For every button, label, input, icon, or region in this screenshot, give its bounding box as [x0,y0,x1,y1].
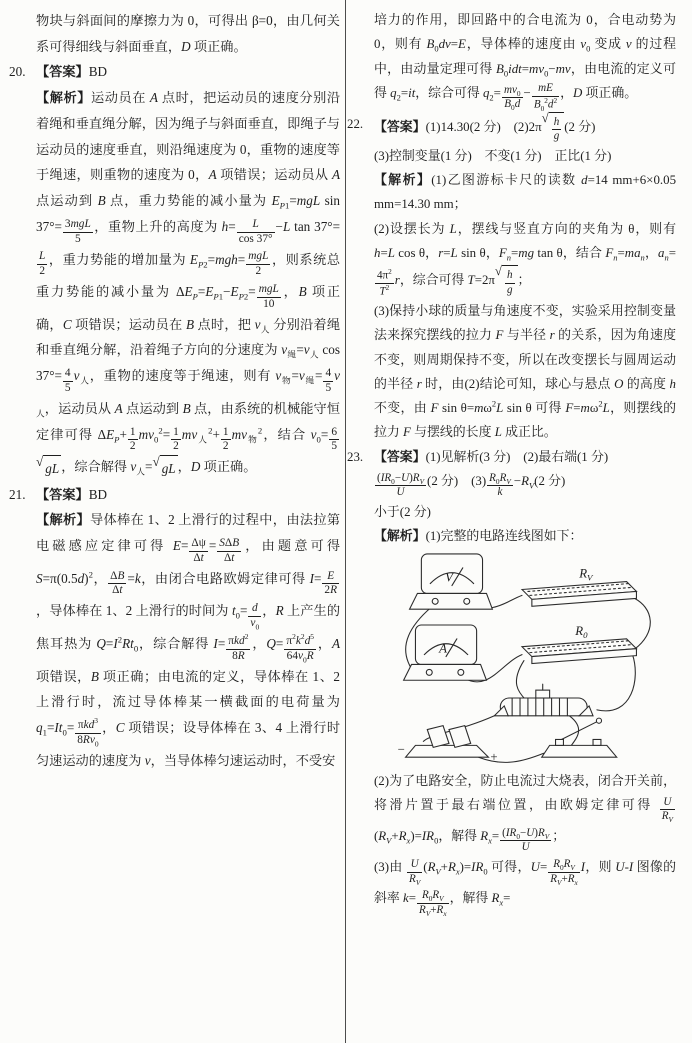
question-23-answer-line3: 小于(2 分) [374,505,431,519]
continuation-paragraph: 物块与斜面间的摩擦力为 0，可得出 β=0，由几何关系可得细线与斜面垂直，D 项正确。 [36,13,340,54]
question-23-number: 23. [347,449,364,464]
ammeter [404,625,487,680]
question-21-analysis: 【解析】导体棒在 1、2 上滑行的过程中，由法拉第电磁感应定律可得 E= $\frac{\Delta\psi}{\Delta t}$ = $\frac{\text{SΔB}}{\Delta t}$ ，由题意可得 $S=\pi(0.5d)^2$， $\frac{\Delta B}{\Delta t}$ =k，由闭合电路欧姆定律可得 I= $\frac{E}{2R}$ ，导体棒在 1、2 上滑行的时间为 $t_0=$ $\frac{d}{v_0}$ ，R 上产生的焦耳热为 $Q=I^2Rt_0$，综合解得 I= $\frac{\pi kd^2}{8R}$ ，Q= $\frac{\pi^2k^2d^5}{64v_0R}$ ，A 项错误，B 项正确；由电流的定义，导体棒在 1、2 上滑行时，流过导体棒某一横截面的电荷量为 $q_1=It_0=$ $\frac{\pi kd^3}{8Rv_0}$ ，C 项错误；设导体棒在 3、4 上滑行时匀速运动的速度为 v，当导体棒匀速运动时，不受安 [36,512,341,768]
resistance-box-r0-label: $R_0$ [575,623,588,640]
question-22 [347,110,677,445]
question-20-answer: 【答案】BD [36,64,108,80]
question-20-number: 20. [9,64,26,80]
column-divider [345,0,346,1043]
ammeter-label: A [439,641,447,656]
question-20 [9,59,341,481]
question-20-analysis: 【解析】运动员在 A 点时，把运动员的速度分别沿着绳和垂直绳分解，因为绳子与斜面垂直，即绳子与运动员的速度垂直，则沿绳速度为 0，重物的速度等于绳速，则重物的速度为 0，A 项错误；运动员从 A 点运动到 B 点，重力势能的减小量为 $E_{P1}=mgL$ sin 37°= $\frac{\text{3mgL}}{5}$ ，重物上升的高度为 h= $\frac{L}{\cos 37^\circ}$ −L tan 37°= $\frac{L}{2}$ ，重力势能的增加量为 $E_{P2}=mgh=$ $\frac{\text{mgL}}{2}$ ，则系统总重力势能的减小量为 $\Delta E_P=E_{P1}-E_{P2}=$ $\frac{\text{mgL}}{10}$ ，B 项正确，C 项错误；运动员在 B 点时，把 $v_人$ 分别沿着绳和垂直绳分解，沿着绳子方向的分速度为 $v_绳=v_人$ cos 37°= $\frac{4}{5}$ $v_人$，重物的速度等于绳速，则有 $v_物=v_绳=$ $\frac{4}{5}$ $v_人$，运动员从 A 点运动到 B 点，由系统的机械能守恒定律可得 $\Delta E_P+$ $\frac{1}{2}$ $mv_0^2=$ $\frac{1}{2}$ $mv_人^2+$ $\frac{1}{2}$ $mv_物^2$，结合 $v_0=$ $\frac{6}{5}$ √ gL ，综合解得 $v_人=$ √ gL ，D 项正确。 [36,85,340,481]
question-22-number: 22. [347,116,364,131]
rheostat [494,684,593,716]
resistance-box-rv [522,566,636,606]
continuation-paragraph-right: 培力的作用，即回路中的合电流为 0，合电动势为 0，则有 $B_0dv=E$，导体棒的速度由 $v_0$ 变成 v 的过程中，由动量定理可得 $B_0idt=mv_0-mv$，由电流的定义可得 $q_2=it$，综合可得 $q_2=$ $\frac{mv_0}{B_0d}$ − $\frac{mE}{B_0^2d^2}$ ，D 项正确。 [374,13,676,113]
voltmeter-label: V [445,570,453,585]
question-22-analysis-3: (3)保持小球的质量与角速度不变，实验采用控制变量法来探究摆线的拉力 F 与半径 r 的关系，因为角速度不变，则周期保持不变，所以在改变摆长与圆周运动的半径 r 时，由(2)结论可知，球心与悬点 O 的高度 h 不变，由 F $\sin \theta=m\omega^2L$ sin θ 可得 $F=m\omega^2L$，则摆线的拉力 F 与摆线的长度 L 成正比。 [374,304,676,440]
question-23-analysis-2: (2)为了电路安全，防止电流过大烧表，闭合开关前，将滑片置于最右端位置，由欧姆定律可得 $\frac{U}{R_V}$ $(R_V+R_x)=IR_0$，解得 $R_x=$ $\frac{(IR_0-U)R_V}{U}$ ； [374,773,676,854]
circuit-diagram [374,552,670,767]
question-23-analysis-3: (3)由 $\frac{U}{R_V}$ $(R_V+R_x)=IR_0$ 可得，U= $\frac{R_0R_V}{R_V+R_x}$ I，则 U-I 图像的斜率 k= $\frac{R_0R_V}{R_V+R_x}$ ，解得 $R_x=$ [374,857,676,918]
question-22-analysis-1: 【解析】(1)乙图游标卡尺的读数 d=14 mm+6×0.05 mm=14.30 mm； [374,173,677,212]
resistance-box-rv-label: $R_V$ [579,566,593,583]
battery-positive-label: + [490,749,498,764]
question-22-answer-line2: (3)控制变量(1 分) 不变(1 分) 正比(1 分) [374,148,612,163]
question-23 [347,445,676,918]
question-21-answer: 【答案】BD [36,486,108,502]
question-22-answer-line1: 【答案】(1)14.30(2 分) (2)2π √ $\frac{h}{g}$ (2 分) [374,110,596,143]
question-21-number: 21. [9,486,26,502]
left-column [9,8,341,773]
question-23-answer-line1: 【答案】(1)见解析(3 分) (2)最右端(1 分) [374,449,609,464]
switch [542,718,617,757]
resistance-box-r0 [522,623,636,663]
question-22-analysis-2: (2)设摆长为 L，摆线与竖直方向的夹角为 θ，则有 h=L cos θ，r=L sin θ，$F_n=mg$ tan θ，结合 $F_n=ma_n$，$a_n=$ $\frac{4\pi^2}{T^2}$ r，综合可得 T=2π √ $\frac{h}{g}$ ； [374,221,676,298]
question-21 [9,482,341,774]
battery-negative-label: − [397,741,405,756]
question-23-answer-line2: $\frac{(IR_0-U)R_V}{U}$ (2 分) (3) $\frac{R_0R_V}{k}$ $-R_V(2$ 分) [377,471,566,499]
right-column [347,8,677,918]
question-23-analysis-1: 【解析】(1)完整的电路连线图如下： [374,529,583,544]
voltmeter [410,553,493,608]
